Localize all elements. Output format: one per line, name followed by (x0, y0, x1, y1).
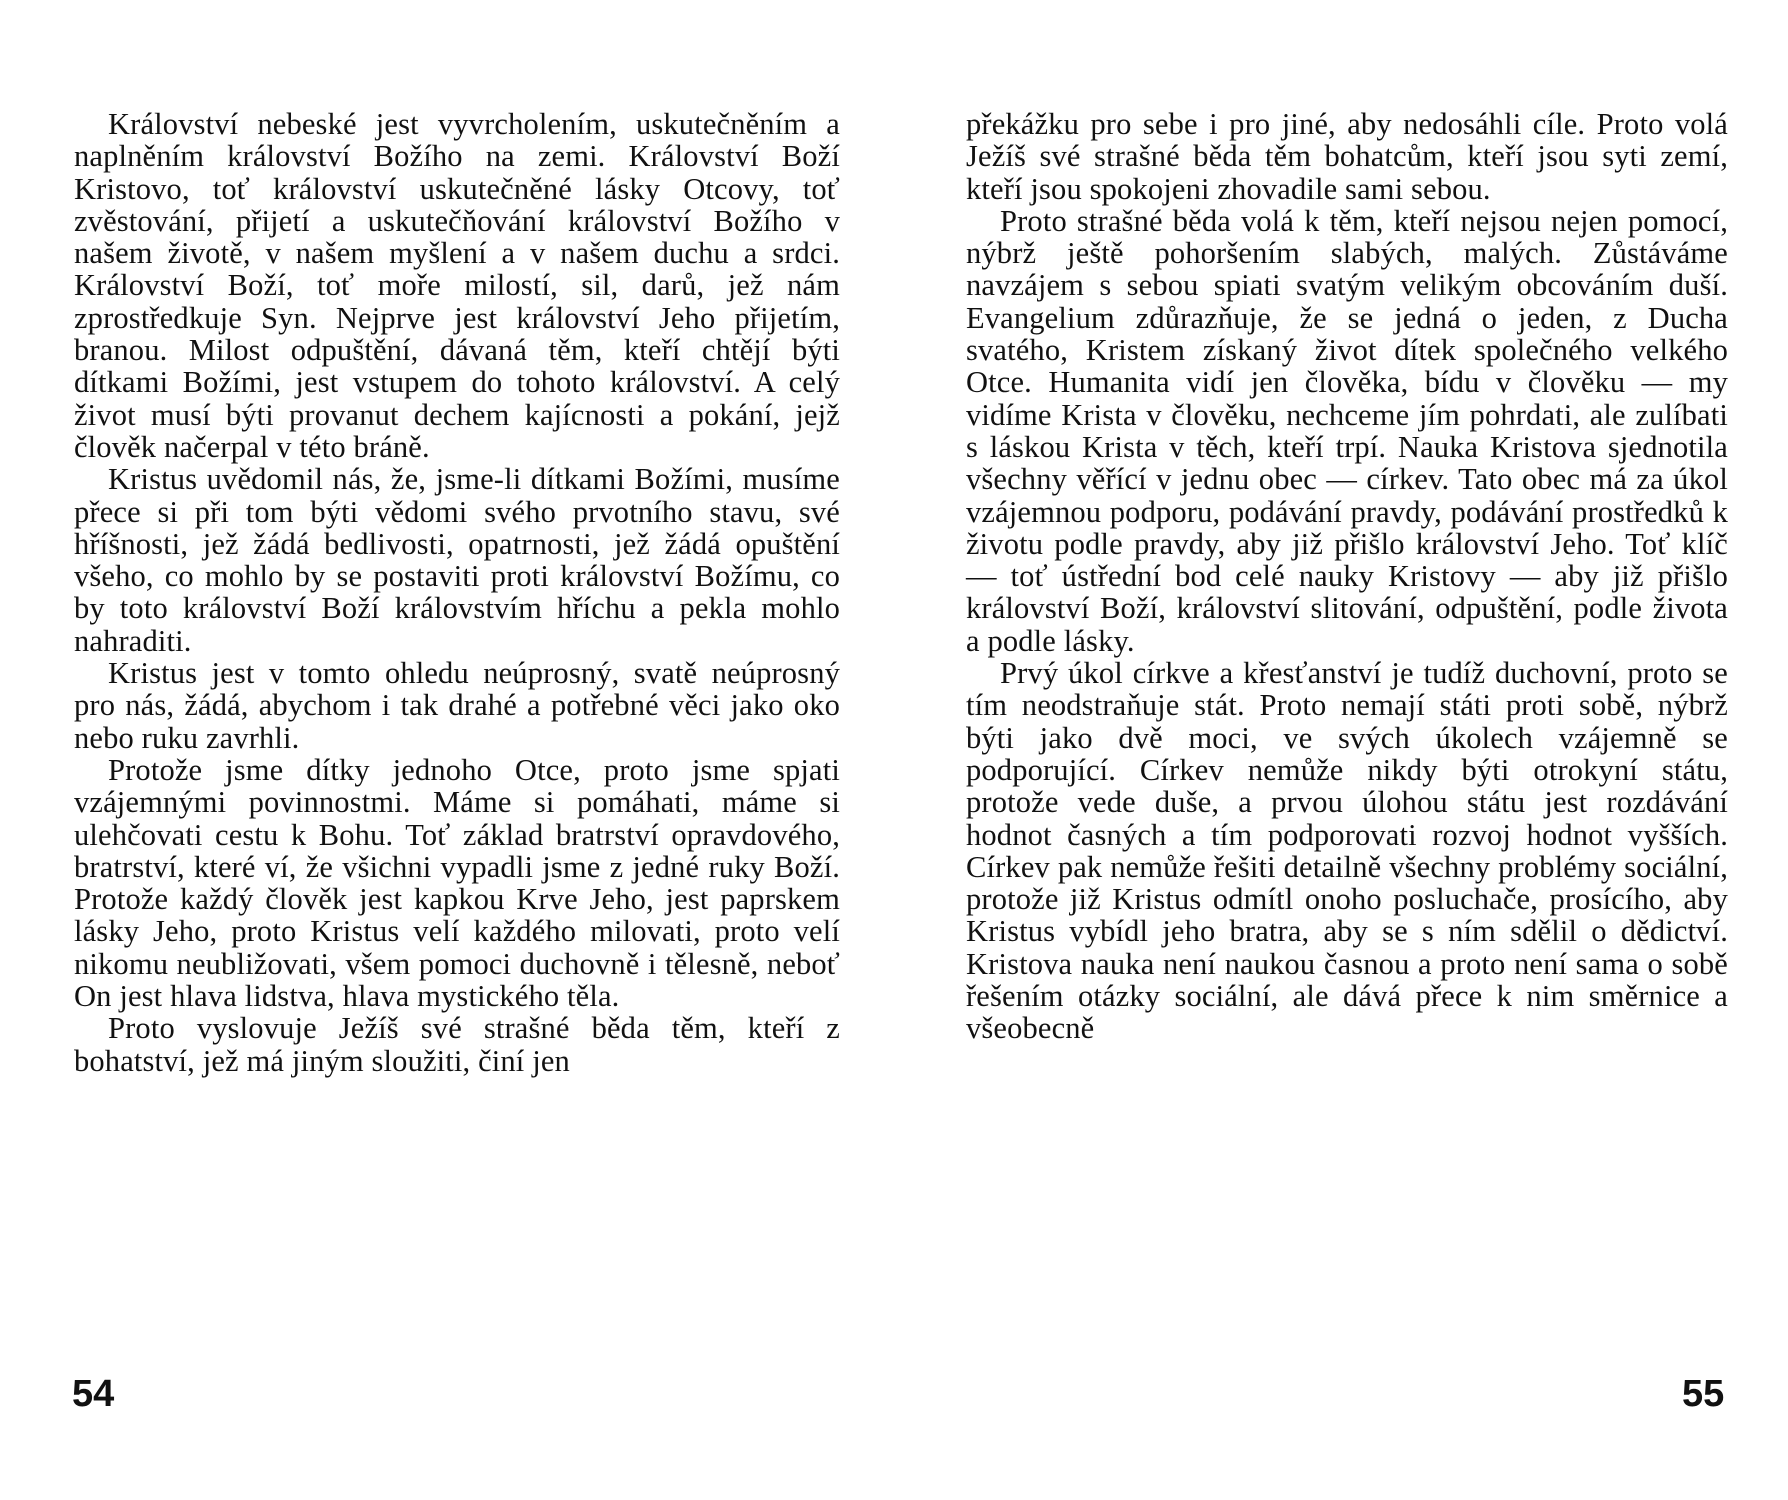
paragraph-continued: překážku pro sebe i pro jiné, aby nedosáhli cíle. Proto volá Ježíš své strašné běda těm bohatcům, kteří jsou syti zemí, kteří jsou spokojeni zhovadile sami sebou. (966, 107, 1728, 206)
paragraph: Kristus uvědomil nás, že, jsme-li dítkami Božími, musíme přece si při tom býti vědomi svého prvotního stavu, své hříšnosti, jež žádá bedlivosti, opatrnosti, jež žádá opuštění všeho, co mohlo by se postaviti proti království Božímu, co by toto království Boží královstvím hříchu a pekla mohlo nahraditi. (74, 462, 840, 658)
page-number-left: 54 (72, 1373, 115, 1415)
paragraph: Kristus jest v tomto ohledu neúprosný, svatě neúprosný pro nás, žádá, abychom i tak drahé a potřebné věci jako oko nebo ruku zavrhli. (74, 656, 840, 755)
paragraph: Království nebeské jest vyvrcholením, uskutečněním a naplněním království Božího na zemi. Království Boží Kristovo, toť království uskutečněné lásky Otcovy, toť zvěstování, přijetí a uskutečňování království Božího v našem životě, v našem myšlení a v našem duchu a srdci. Království Boží, toť moře milostí, sil, darů, jež nám zprostředkuje Syn. Nejprve jest království Jeho přijetím, branou. Milost odpuštění, dávaná těm, kteří chtějí býti dítkami Božími, jest vstupem do tohoto království. A celý život musí býti provanut dechem kajícnosti a pokání, jejž člověk načerpal v této bráně. (74, 107, 840, 464)
paragraph: Proto vyslovuje Ježíš své strašné běda těm, kteří z bohatství, jež má jiným sloužiti, činí jen (74, 1011, 840, 1078)
right-page (966, 108, 1728, 1045)
left-page (74, 108, 840, 1077)
page-number-right: 55 (1682, 1373, 1725, 1415)
paragraph: Proto strašné běda volá k těm, kteří nejsou nejen pomocí, nýbrž ještě pohoršením slabých, malých. Zůstáváme navzájem s sebou spiati svatým velikým obcováním duší. Evangelium zdůrazňuje, že se jedná o jeden, z Ducha svatého, Kristem získaný život dítek společného velkého Otce. Humanita vidí jen člověka, bídu v člověku — my vidíme Krista v člověku, nechceme jím pohrdati, ale zulíbati s láskou Krista v těch, kteří trpí. Nauka Kristova sjednotila všechny věřící v jednu obec — církev. Tato obec má za úkol vzájemnou podporu, podávání pravdy, podávání prostředků k životu podle pravdy, aby již přišlo království Jeho. Toť klíč — toť ústřední bod celé nauky Kristovy — aby již přišlo království Boží, království slitování, odpuštění, podle života a podle lásky. (966, 203, 1728, 658)
paragraph: Prvý úkol církve a křesťanství je tudíž duchovní, proto se tím neodstraňuje stát. Proto nemají státi proti sobě, nýbrž býti jako dvě moci, ve svých úkolech vzájemně se podporující. Církev nemůže nikdy býti otrokyní státu, protože vede duše, a prvou úlohou státu jest rozdávání hodnot časných a tím podporovati rozvoj hodnot vyšších. Církev pak nemůže řešiti detailně všechny problémy sociální, protože již Kristus odmítl onoho posluchače, prosícího, aby Kristus vybídl jeho bratra, aby se s ním sdělil o dědictví. Kristova nauka není naukou časnou a proto není sama o sobě řešením otázky sociální, ale dává přece k nim směrnice a všeobecně (966, 656, 1728, 1046)
paragraph: Protože jsme dítky jednoho Otce, proto jsme spjati vzájemnými povinnostmi. Máme si pomáhati, máme si ulehčovati cestu k Bohu. Toť základ bratrství opravdového, bratrství, které ví, že všichni vypadli jsme z jedné ruky Boží. Protože každý člověk jest kapkou Krve Jeho, jest paprskem lásky Jeho, proto Kristus velí každého milovati, proto velí nikomu neubližovati, všem pomoci duchovně i tělesně, neboť On jest hlava lidstva, hlava mystického těla. (74, 752, 840, 1014)
